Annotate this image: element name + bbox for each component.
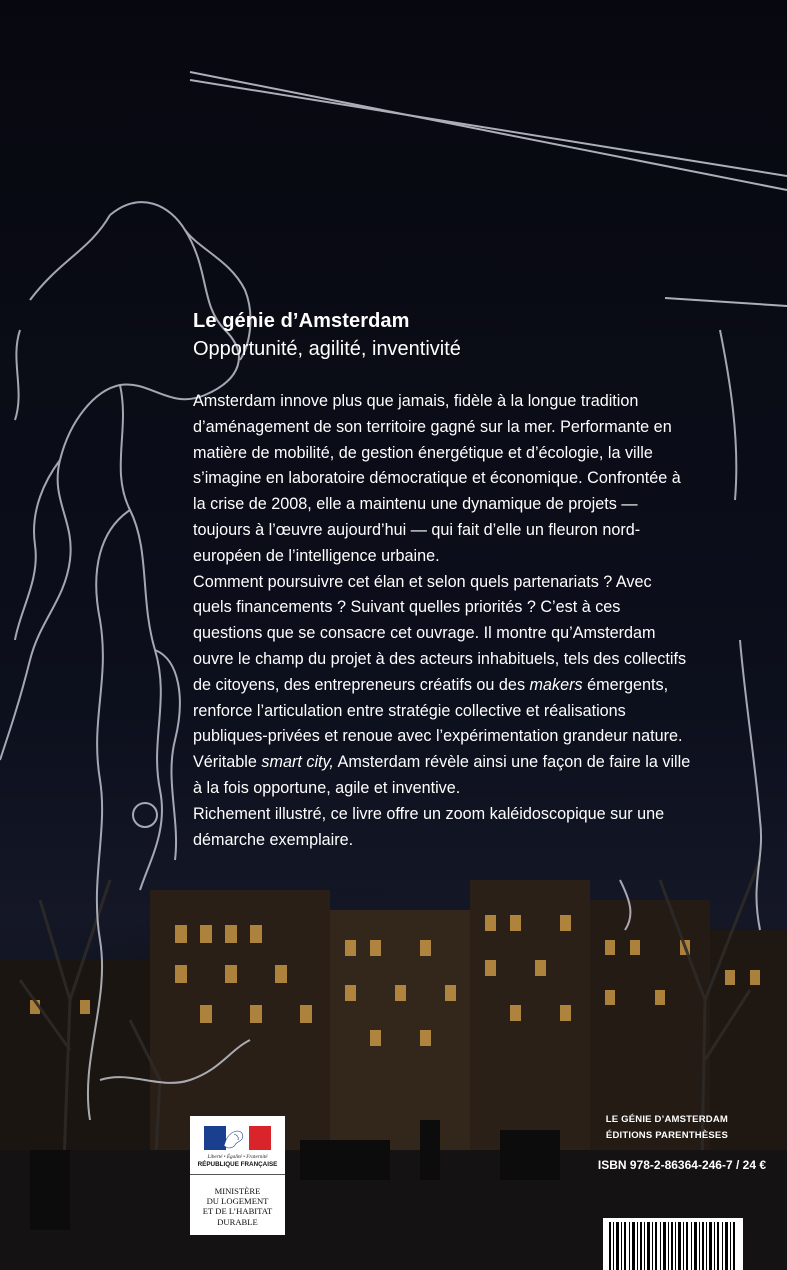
logo-motto: Liberté • Égalité • Fraternité bbox=[207, 1154, 268, 1160]
description-text: Amsterdam révèle ainsi une façon de faire la ville à la fois opportune, agile et inventive. bbox=[193, 753, 691, 797]
description-paragraph-2 bbox=[193, 570, 693, 802]
marianne-flag-icon bbox=[204, 1126, 271, 1150]
description-paragraph-3: Richement illustré, ce livre offre un zoom kaléidoscopique sur une démarche exemplaire. bbox=[193, 804, 665, 849]
description-text: Comment poursuivre cet élan et selon quels partenariats ? Avec quels financements ? Suivant quelles priorités ? C’est à ces questions que se consacre cet ouvrage. Il montre qu’Amsterdam ouvre le champ du projet à des acteurs inhabituels, tels des collectifs de citoyens, des entrepreneurs créatifs ou des bbox=[193, 572, 687, 694]
publisher-name: ÉDITIONS PARENTHÈSES bbox=[605, 1130, 728, 1141]
description-text: émergents, renforce l’articulation entre stratégie collective et réalisations publiques-privées et renoue avec l’expérimentation grandeur nature. Véritable bbox=[193, 675, 683, 772]
book-title: Le génie d’Amsterdam bbox=[193, 310, 410, 332]
emphasis-makers: makers bbox=[529, 675, 583, 694]
barcode-icon bbox=[603, 1218, 743, 1270]
logo-ministry-name: MINISTÈRE DU LOGEMENT ET DE L’HABITAT DURABLE bbox=[202, 1186, 273, 1227]
series-title: LE GÉNIE D’AMSTERDAM bbox=[605, 1114, 728, 1125]
book-subtitle: Opportunité, agilité, inventivité bbox=[193, 338, 461, 360]
logo-republic: RÉPUBLIQUE FRANÇAISE bbox=[197, 1161, 278, 1168]
description-paragraph-1: Amsterdam innove plus que jamais, fidèle à la longue tradition d’aménagement de son territoire gagné sur la mer. Performante en matière de mobilité, de gestion énergétique et d’écologie, la ville s’imagine en laboratoire démocratique et économique. Confrontée à la crise de 2008, elle a maintenu une dynamique de projets — toujours à l’œuvre aujourd’hui — qui fait d’elle un fleuron nord-européen de l’intelligence urbaine. bbox=[193, 392, 681, 565]
barcode-bars bbox=[603, 1218, 743, 1270]
logo-divider bbox=[190, 1174, 285, 1175]
book-description bbox=[193, 389, 693, 853]
isbn-price: ISBN 978-2-86364-246-7 / 24 € bbox=[597, 1158, 766, 1172]
emphasis-smart-city: smart city, bbox=[261, 753, 334, 772]
ministry-logo bbox=[190, 1116, 285, 1235]
